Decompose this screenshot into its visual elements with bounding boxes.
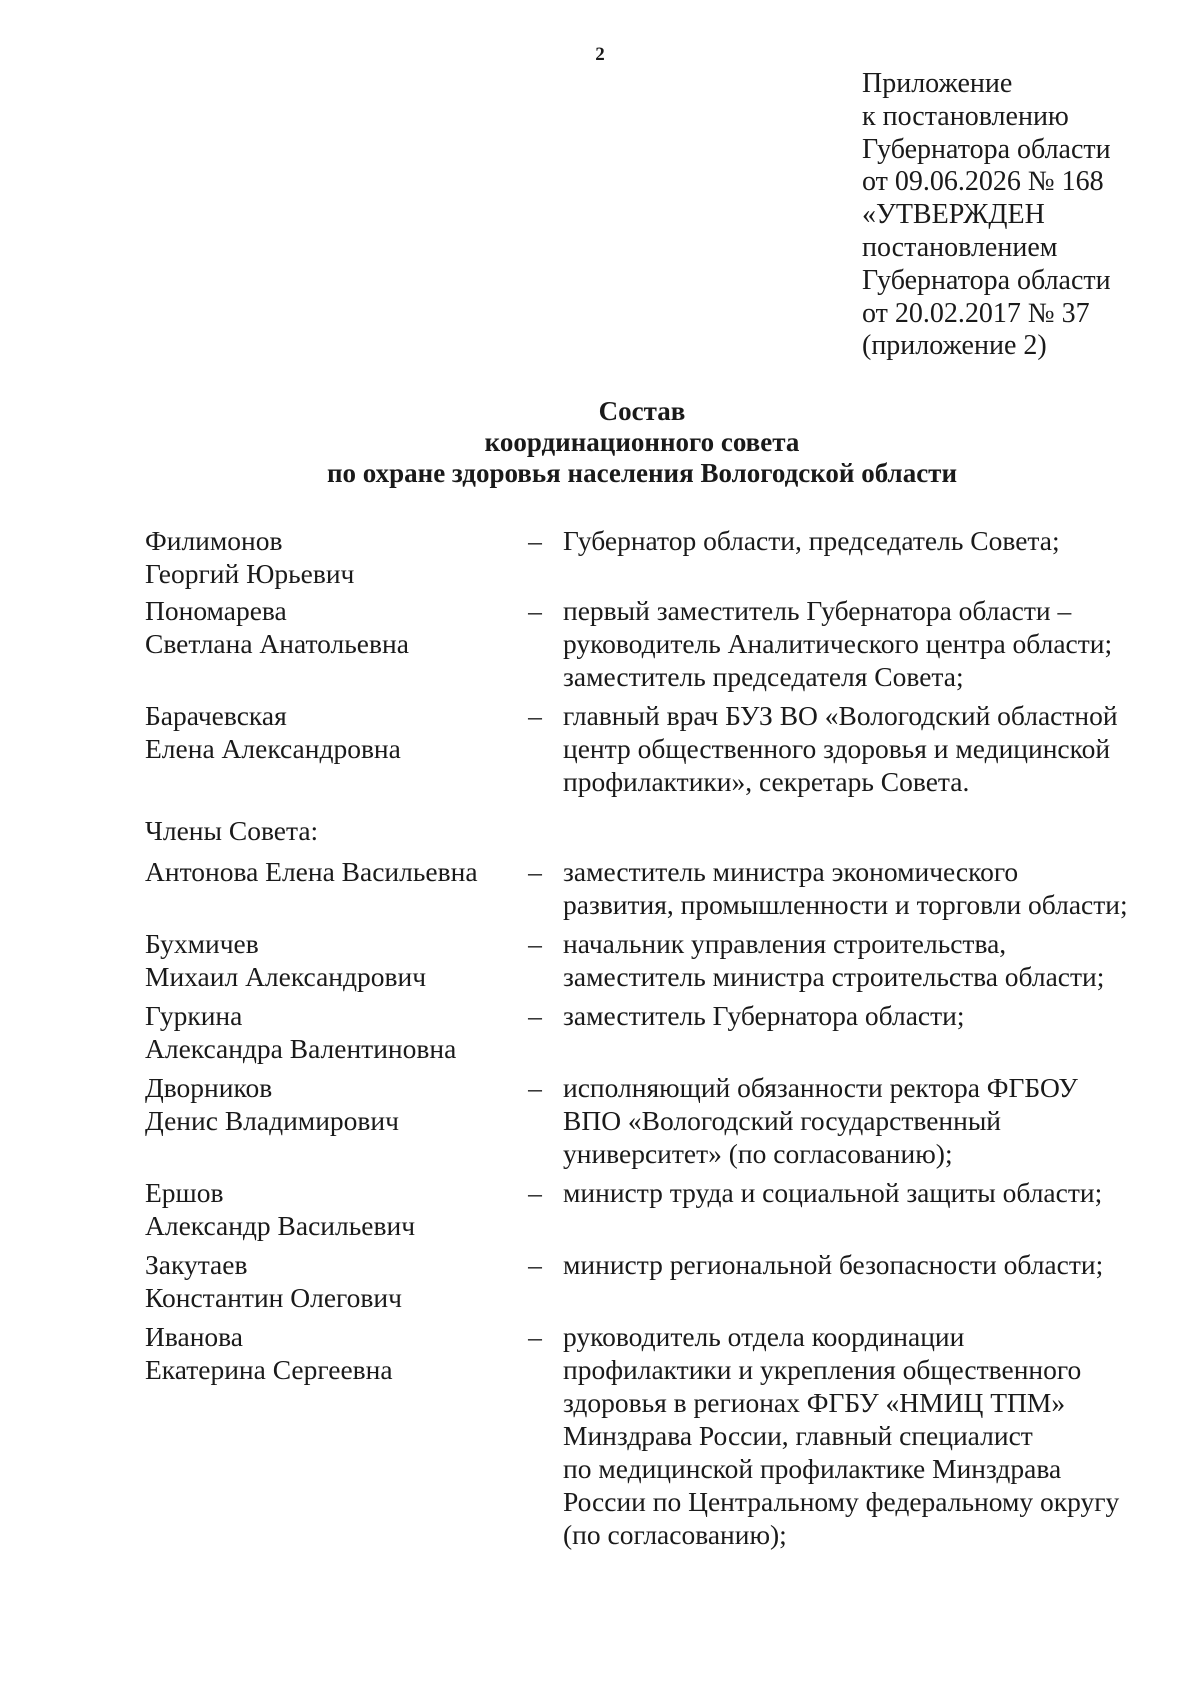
member-role-line: центр общественного здоровья и медицинской <box>563 733 1111 764</box>
member-role-line: Губернатор области, председатель Совета; <box>563 525 1060 556</box>
member-name-line: Барачевская <box>145 700 287 731</box>
member-role <box>555 1248 1145 1281</box>
member-row <box>145 524 1145 590</box>
dash-separator: – <box>528 595 542 626</box>
member-name <box>145 524 515 590</box>
member-role <box>555 524 1145 557</box>
member-role-line: заместитель министра строительства области; <box>563 961 1105 992</box>
page-number: 2 <box>595 44 605 65</box>
member-role-line: здоровья в регионах ФГБУ «НМИЦ ТПМ» <box>563 1387 1066 1418</box>
member-name <box>145 594 515 660</box>
appendix-header <box>862 68 1182 363</box>
member-role-line: (по согласованию); <box>563 1519 787 1550</box>
member-name-line: Антонова Елена Васильевна <box>145 856 478 887</box>
member-name <box>145 699 515 765</box>
dash-separator: – <box>528 1177 542 1208</box>
member-name-line: Денис Владимирович <box>145 1105 399 1136</box>
dash-separator: – <box>528 1000 542 1031</box>
member-name <box>145 1320 515 1386</box>
member-name <box>145 999 515 1065</box>
member-name-line: Светлана Анатольевна <box>145 628 409 659</box>
member-role <box>555 1320 1145 1551</box>
member-role <box>555 999 1145 1032</box>
council-composition <box>145 524 1145 1551</box>
member-role-line: начальник управления строительства, <box>563 928 1007 959</box>
member-name-line: Екатерина Сергеевна <box>145 1354 393 1385</box>
member-row <box>145 1320 1145 1551</box>
member-name-line: Александр Васильевич <box>145 1210 416 1241</box>
member-role-line: России по Центральному федеральному округу <box>563 1486 1120 1517</box>
dash-separator: – <box>528 1249 542 1280</box>
document-title <box>0 396 1200 489</box>
member-name <box>145 1176 515 1242</box>
appendix-line: (приложение 2) <box>862 330 1047 362</box>
dash-separator: – <box>528 1321 542 1352</box>
member-row <box>145 999 1145 1065</box>
member-name-line: Закутаев <box>145 1249 248 1280</box>
member-role-line: исполняющий обязанности ректора ФГБОУ <box>563 1072 1078 1103</box>
member-role-line: развития, промышленности и торговли области; <box>563 889 1128 920</box>
member-name <box>145 927 515 993</box>
dash-separator: – <box>528 1072 542 1103</box>
member-name-line: Георгий Юрьевич <box>145 558 355 589</box>
title-line: координационного совета <box>484 427 800 457</box>
member-role-line: заместитель председателя Совета; <box>563 661 964 692</box>
member-name-line: Бухмичев <box>145 928 259 959</box>
appendix-line: Приложение <box>862 68 1013 99</box>
member-role <box>555 1176 1145 1209</box>
dash-separator: – <box>528 928 542 959</box>
title-line: по охране здоровья населения Вологодской области <box>326 458 958 488</box>
member-row <box>145 855 1145 921</box>
member-name-line: Иванова <box>145 1321 243 1352</box>
dash-separator: – <box>528 856 542 887</box>
member-row <box>145 1071 1145 1170</box>
member-name-line: Михаил Александрович <box>145 961 427 992</box>
member-name <box>145 855 515 888</box>
appendix-line: Губернатора области <box>862 133 1111 165</box>
member-name-line: Гуркина <box>145 1000 243 1031</box>
member-name-line: Филимонов <box>145 525 283 556</box>
appendix-line: постановлением <box>862 231 1058 263</box>
dash-separator: – <box>528 700 542 731</box>
member-role-line: по медицинской профилактике Минздрава <box>563 1453 1062 1484</box>
member-name-line: Ершов <box>145 1177 224 1208</box>
member-role-line: профилактики», секретарь Совета. <box>563 766 970 797</box>
member-role-line: Минздрава России, главный специалист <box>563 1420 1033 1451</box>
member-role-line: профилактики и укрепления общественного <box>563 1354 1082 1385</box>
appendix-line: к постановлению <box>862 100 1069 132</box>
member-name-line: Константин Олегович <box>145 1282 402 1313</box>
member-name <box>145 1071 515 1137</box>
member-row <box>145 927 1145 993</box>
member-role <box>555 594 1145 693</box>
title-line: Состав <box>598 396 686 426</box>
member-name-line: Елена Александровна <box>145 733 401 764</box>
member-name-line: Александра Валентиновна <box>145 1033 457 1064</box>
member-row <box>145 699 1145 798</box>
member-role <box>555 699 1145 798</box>
appendix-line: от 20.02.2017 № 37 <box>862 297 1090 329</box>
member-role-line: первый заместитель Губернатора области – <box>563 595 1072 626</box>
member-row <box>145 594 1145 693</box>
member-role-line: главный врач БУЗ ВО «Вологодский областной <box>563 700 1118 731</box>
member-role-line: министр региональной безопасности области; <box>563 1249 1104 1280</box>
members-label: Члены Совета: <box>145 815 319 846</box>
member-role-line: руководитель отдела координации <box>563 1321 965 1352</box>
member-role-line: министр труда и социальной защиты области; <box>563 1177 1103 1208</box>
appendix-line: от 09.06.2026 № 168 <box>862 166 1104 198</box>
dash-separator: – <box>528 525 542 556</box>
member-role-line: заместитель Губернатора области; <box>563 1000 965 1031</box>
member-role <box>555 855 1145 921</box>
member-role-line: руководитель Аналитического центра области; <box>563 628 1113 659</box>
appendix-line: «УТВЕРЖДЕН <box>862 199 1045 231</box>
member-role <box>555 927 1145 993</box>
member-name <box>145 1248 515 1314</box>
member-name-line: Пономарева <box>145 595 287 626</box>
member-role-line: университет» (по согласованию); <box>563 1138 953 1169</box>
member-name-line: Дворников <box>145 1072 273 1103</box>
member-role <box>555 1071 1145 1170</box>
member-row <box>145 1248 1145 1314</box>
member-role-line: ВПО «Вологодский государственный <box>563 1105 1002 1136</box>
member-role-line: заместитель министра экономического <box>563 856 1019 887</box>
appendix-line: Губернатора области <box>862 264 1111 296</box>
member-row <box>145 1176 1145 1242</box>
